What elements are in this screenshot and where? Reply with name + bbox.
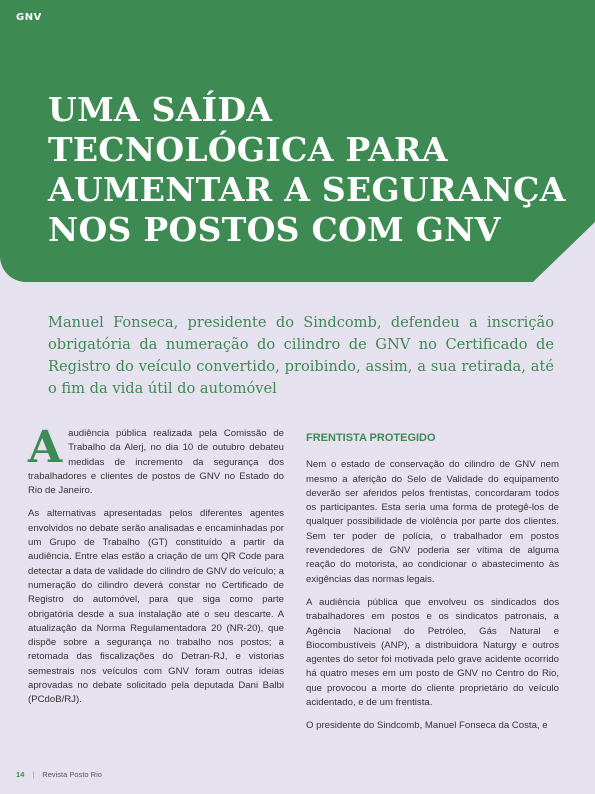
- body-paragraph: As alternativas apresentadas pelos diferentes agentes envolvidos no debate serão analisadas e encaminhadas por um Grupo de Trabalho (GT) constituído a partir da audiência. Entre elas estão a criação de um QR Code para detectar a data de validade do cilindro de GNV do veículo; a numeração do cilindro deverá constar no Certificado de Registro do automóvel, para que siga como parte obrigatória desde a sua instalação até o seu descarte. A atualização da Norma Regulamentadora 20 (NR-20), que dispõe sobre a segurança no trabalho nos postos; a retomada das fiscalizações do Detran-RJ, e vistorias semestrais nos veículos com GNV foram outras ideias aprovadas no debate solicitado pela deputada Dani Balbi (PCdoB/RJ).: [28, 508, 284, 706]
- article-column-right: [306, 427, 559, 743]
- body-paragraph: Nem o estado de conservação do cilindro de GNV nem mesmo a aferição do Selo de Validade do equipamento deverão ser aferidos pelos frentistas, concordaram todos os participantes. Esta seria uma forma de protegê-los de qualquer possibilidade de violência por parte dos clientes. Sem ter poder de polícia, o trabalhador em postos revendedores de GNV poderia ser vítima de alguma reação do motorista, ao condicionar o abastecimento às exigências das normas legais.: [306, 459, 559, 585]
- article-column-left: [28, 422, 284, 717]
- body-paragraph: A audiência pública que envolveu os sindicados dos trabalhadores em postos e os sindicatos patronais, a Agência Nacional do Petróleo, Gás Natural e Biocombustíveis (ANP), a distribuidora Naturgy e outros agentes do setor foi motivada pelo grave acidente ocorrido há quatro meses em um posto de GNV no Centro do Rio, que provocou a morte do cliente proprietário do veículo acidentado, e de um frentista.: [306, 596, 559, 709]
- body-paragraph: O presidente do Sindcomb, Manuel Fonseca da Costa, e: [306, 720, 548, 732]
- page-title: UMA SAÍDA TECNOLÓGICA PARA AUMENTAR A SEGURANÇA NOS POSTOS COM GNV: [48, 90, 566, 249]
- page-number: 14: [16, 770, 25, 779]
- lead-paragraph: [28, 422, 284, 498]
- article-subtitle: Manuel Fonseca, presidente do Sindcomb, defendeu a inscrição obrigatória da numeração do cilindro de GNV no Certificado de Registro do veículo convertido, proibindo, assim, a sua retirada, até o fim da vida útil do automóvel: [48, 314, 554, 397]
- lead-paragraph-text: audiência pública realizada pela Comissão de Trabalho da Alerj, no dia 10 de outubro debateu medidas de incremento da segurança dos trabalhadores e clientes de postos de GNV no Estado do Rio de Janeiro.: [28, 428, 284, 497]
- section-heading: FRENTISTA PROTEGIDO: [306, 432, 436, 444]
- page-footer: [16, 770, 102, 779]
- footer-separator: |: [32, 770, 35, 779]
- section-tag: GNV: [16, 12, 42, 23]
- drop-cap: A: [28, 422, 63, 473]
- publication-name: Revista Posto Rio: [42, 770, 102, 779]
